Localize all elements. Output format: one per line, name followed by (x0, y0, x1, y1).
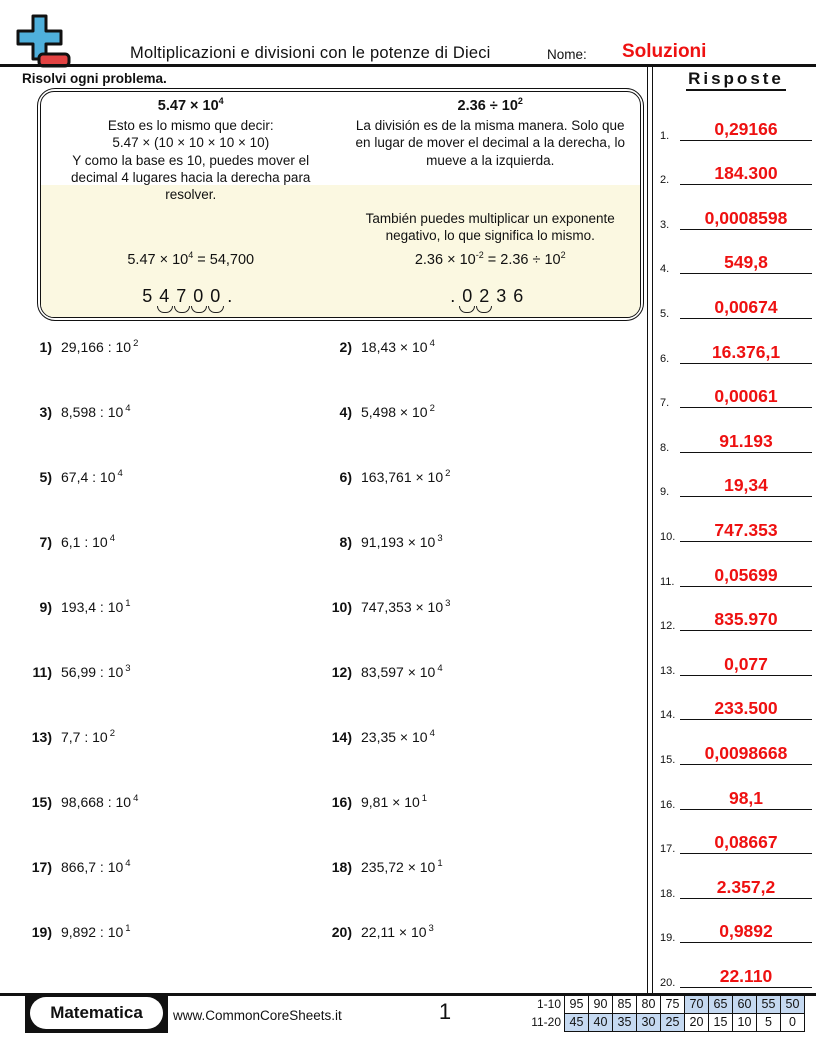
problem-exponent: 1 (125, 598, 131, 610)
answer-number: 16. (660, 798, 676, 811)
example-right-digits: .0236 (341, 285, 641, 308)
answer-value: 835.970 (714, 609, 778, 630)
example-left-digits: 54700. (41, 285, 341, 308)
name-value: Soluzioni (622, 41, 707, 62)
problem-exponent: 4 (429, 728, 435, 740)
answer-number: 19. (660, 932, 676, 945)
score-cell: 20 (684, 1013, 709, 1032)
answer-underline (680, 987, 812, 988)
problem-item (20, 463, 320, 528)
score-cell: 30 (636, 1013, 661, 1032)
answer-item (656, 278, 816, 323)
example-left-paragraph (41, 117, 341, 203)
problem-expression: 7,7 : 10 $^2$ (61, 728, 115, 745)
answer-underline (680, 541, 812, 542)
answer-item (656, 368, 816, 413)
answers-heading: Risposte (656, 69, 816, 89)
answer-number: 14. (660, 709, 676, 722)
problem-exponent: 2 (133, 338, 139, 350)
problem-exponent: 1 (437, 858, 443, 870)
answer-value: 91.193 (719, 430, 773, 451)
score-cell: 5 (756, 1013, 781, 1032)
name-label: Nome: (547, 47, 587, 62)
answer-value: 0,0008598 (704, 207, 788, 228)
problem-exponent: 2 (109, 728, 115, 740)
answer-number: 18. (660, 887, 676, 900)
problem-expression: 6,1 : 10 $^4$ (61, 533, 115, 550)
answer-value: 16.376,1 (711, 341, 781, 362)
score-table (528, 995, 805, 1032)
score-cell: 0 (780, 1013, 805, 1032)
score-cell: 70 (684, 995, 709, 1014)
answer-number: 7. (660, 397, 670, 410)
problem-item (20, 528, 320, 593)
answer-number: 15. (660, 753, 676, 766)
answer-number: 4. (660, 263, 670, 276)
score-row-label: 11-20 (531, 1015, 561, 1029)
page-title: Moltiplicazioni e divisioni con le potenze di Dieci (130, 44, 491, 62)
problem-number: 10) (331, 599, 352, 615)
problem-item (20, 593, 320, 658)
problem-number: 13) (31, 729, 52, 745)
problem-exponent: 4 (109, 533, 115, 545)
answer-number: 13. (660, 664, 676, 677)
answer-underline (680, 452, 812, 453)
problem-exponent: 4 (125, 858, 131, 870)
score-cell: 75 (660, 995, 685, 1014)
problem-expression: 9,892 : 10 $^1$ (61, 923, 131, 940)
problem-number: 19) (31, 924, 52, 940)
score-cell: 80 (636, 995, 661, 1014)
problem-expression: 83,597 × 10 $^4$ (361, 663, 443, 680)
answer-underline (680, 140, 812, 141)
problem-item (320, 463, 644, 528)
answer-item (656, 234, 816, 279)
problem-number: 1) (39, 339, 52, 355)
problem-number: 4) (339, 404, 352, 420)
answer-item (656, 501, 816, 546)
decimal-move-arcs (459, 306, 493, 313)
answer-underline (680, 273, 812, 274)
problem-item (20, 723, 320, 788)
answer-underline (680, 407, 812, 408)
answer-value: 98,1 (728, 787, 764, 808)
answer-item (656, 814, 816, 859)
problem-exponent: 2 (445, 468, 451, 480)
example-left-line2: 5.47 × (10 × 10 × 10 × 10) (112, 135, 270, 151)
problem-expression: 29,166 : 10 $^2$ (61, 338, 139, 355)
score-row-label: 1-10 (536, 997, 561, 1011)
answer-underline (680, 853, 812, 854)
example-left-line1: Esto es lo mismo que decir: (107, 118, 274, 133)
answer-value: 0,00674 (714, 296, 778, 317)
problem-expression: 235,72 × 10 $^1$ (361, 858, 443, 875)
answer-value: 2.357,2 (716, 876, 776, 897)
answer-underline (680, 586, 812, 587)
answer-underline (680, 496, 812, 497)
answer-underline (680, 184, 812, 185)
answer-value: 22.110 (719, 965, 773, 986)
answer-number: 17. (660, 843, 676, 856)
problem-item (20, 788, 320, 853)
answers-divider (647, 64, 653, 993)
problem-expression: 8,598 : 10 $^4$ (61, 403, 131, 420)
example-box-inner (40, 91, 641, 318)
problem-item (320, 593, 644, 658)
answer-item (656, 412, 816, 457)
instruction-text: Risolvi ogni problema. (22, 71, 167, 86)
score-cell: 15 (708, 1013, 733, 1032)
problem-number: 20) (331, 924, 352, 940)
problem-exponent: 4 (429, 338, 435, 350)
header-divider (0, 64, 816, 67)
score-cell: 40 (588, 1013, 613, 1032)
problem-number: 16) (331, 794, 352, 810)
answer-value: 0,0098668 (704, 742, 788, 763)
problem-expression: 22,11 × 10 $^3$ (361, 923, 434, 940)
example-left-heading: $5.47 \times 10^4$ (157, 96, 224, 114)
problem-item (320, 658, 644, 723)
score-cell: 35 (612, 1013, 637, 1032)
problem-item (20, 918, 320, 983)
answer-underline (680, 675, 812, 676)
problem-number: 3) (39, 404, 52, 420)
answer-number: 11. (660, 575, 675, 588)
problem-number: 12) (331, 664, 352, 680)
problem-number: 9) (39, 599, 52, 615)
score-cell: 60 (732, 995, 757, 1014)
problem-number: 15) (31, 794, 52, 810)
problem-exponent: 3 (445, 598, 451, 610)
score-row (528, 995, 805, 1014)
problem-item (20, 398, 320, 463)
answer-number: 5. (660, 307, 670, 320)
problem-item (20, 853, 320, 918)
problem-number: 17) (31, 859, 52, 875)
problem-number: 18) (331, 859, 352, 875)
score-cell: 10 (732, 1013, 757, 1032)
problem-expression: 23,35 × 10 $^4$ (361, 728, 435, 745)
answer-underline (680, 318, 812, 319)
score-cell: 85 (612, 995, 637, 1014)
problem-expression: 67,4 : 10 $^4$ (61, 468, 123, 485)
answer-value: 184.300 (714, 163, 778, 184)
problem-expression: 18,43 × 10 $^4$ (361, 338, 435, 355)
problem-expression: 163,761 × 10 $^2$ (361, 468, 451, 485)
problem-item (320, 788, 644, 853)
answer-item (656, 903, 816, 948)
answer-value: 0,05699 (714, 564, 778, 585)
answer-underline (680, 229, 812, 230)
problem-exponent: 1 (421, 793, 428, 805)
score-cell: 90 (588, 995, 613, 1014)
problem-item (20, 333, 320, 398)
problems-grid (20, 333, 644, 983)
answer-underline (680, 630, 812, 631)
score-cell: 25 (660, 1013, 685, 1032)
answer-item (656, 769, 816, 814)
score-cell: 55 (756, 995, 781, 1014)
answer-item (656, 457, 816, 502)
problem-exponent: 4 (133, 793, 139, 805)
answer-item (656, 635, 816, 680)
answer-number: 6. (660, 352, 670, 365)
problem-number: 7) (39, 534, 52, 550)
example-right-paragraph: La división es de la misma manera. Solo que en lugar de mover el decimal a la derecha, lo mueve a la izquierda. (355, 118, 625, 168)
score-cell: 50 (780, 995, 805, 1014)
answer-value: 747.353 (714, 519, 778, 540)
problem-expression: 91,193 × 10 $^3$ (361, 533, 443, 550)
problem-item (320, 918, 644, 983)
answer-value: 0,29166 (714, 118, 778, 139)
problem-item (320, 398, 644, 463)
problem-exponent: 4 (437, 663, 443, 675)
brand-logo: Matematica (30, 997, 163, 1029)
answer-item (656, 145, 816, 190)
answer-value: 0,00061 (714, 386, 778, 407)
answer-item (656, 680, 816, 725)
answer-number: 9. (660, 486, 670, 499)
answer-value: 233.500 (714, 698, 778, 719)
problem-expression: 98,668 : 10 $^4$ (61, 793, 139, 810)
answer-number: 8. (660, 441, 670, 454)
answer-number: 3. (660, 218, 670, 231)
problem-exponent: 3 (437, 533, 443, 545)
answer-number: 12. (660, 620, 676, 633)
problem-item (320, 853, 644, 918)
answer-item (656, 100, 816, 145)
answer-item (656, 724, 816, 769)
answer-value: 0,077 (724, 653, 768, 674)
website-text: www.CommonCoreSheets.it (173, 1008, 342, 1023)
problem-item (320, 528, 644, 593)
example-right-heading: $2.36 \div 10^2$ (457, 96, 523, 114)
answer-item (656, 858, 816, 903)
problem-number: 6) (339, 469, 352, 485)
problem-exponent: 2 (429, 403, 435, 415)
answer-value: 549,8 (724, 252, 768, 273)
score-row (528, 1013, 805, 1032)
answer-item (656, 323, 816, 368)
problem-item (320, 723, 644, 788)
answer-number: 2. (660, 174, 670, 187)
problem-item (20, 658, 320, 723)
example-box (37, 88, 644, 321)
problem-number: 11) (32, 664, 52, 680)
example-right-note: También puedes multiplicar un exponente negativo, lo que significa lo mismo. (365, 211, 615, 244)
problem-expression: 193,4 : 10 $^1$ (61, 598, 131, 615)
problem-expression: 747,353 × 10 $^3$ (361, 598, 451, 615)
answer-number: 20. (660, 976, 676, 989)
brand-block (25, 993, 168, 1033)
example-left-line3: Y como la base es 10, puedes mover el decimal 4 lugares hacia la derecha para resolver. (71, 152, 311, 203)
answers-column (656, 69, 816, 989)
score-cell: 65 (708, 995, 733, 1014)
answer-value: 19,34 (724, 475, 768, 496)
answer-item (656, 189, 816, 234)
example-right-equation: $2.36 \times 10^{-2} = 2.36 \div 10^2$ (414, 250, 566, 268)
answer-number: 1. (660, 129, 670, 142)
decimal-move-arcs (157, 306, 225, 313)
problem-expression: 5,498 × 10 $^2$ (361, 403, 435, 420)
answer-item (656, 591, 816, 636)
page-number: 1 (438, 999, 452, 1024)
problem-number: 5) (39, 469, 52, 485)
problem-expression: 9,81 × 10 $^1$ (361, 793, 428, 810)
problem-exponent: 3 (428, 923, 434, 935)
problem-exponent: 3 (125, 663, 131, 675)
problem-exponent: 4 (125, 403, 131, 415)
problem-item (320, 333, 644, 398)
answer-underline (680, 942, 812, 943)
problem-number: 2) (339, 339, 352, 355)
plus-minus-logo-icon (12, 13, 74, 71)
answer-underline (680, 363, 812, 364)
problem-expression: 866,7 : 10 $^4$ (61, 858, 131, 875)
answer-underline (680, 764, 812, 765)
answer-underline (680, 719, 812, 720)
answer-item (656, 546, 816, 591)
answer-underline (680, 898, 812, 899)
score-cell: 95 (564, 995, 589, 1014)
answer-underline (680, 809, 812, 810)
problem-number: 8) (339, 534, 352, 550)
answer-number: 10. (660, 530, 676, 543)
score-cell: 45 (564, 1013, 589, 1032)
answer-value: 0,9892 (719, 921, 773, 942)
problem-number: 14) (331, 729, 352, 745)
answer-list (656, 100, 816, 992)
answer-value: 0,08667 (714, 832, 778, 853)
problem-exponent: 4 (117, 468, 123, 480)
problem-exponent: 1 (125, 923, 131, 935)
problem-expression: 56,99 : 10 $^3$ (61, 663, 131, 680)
example-left-equation: $5.47 \times 10^4 = 54,700$ (127, 250, 255, 268)
answer-item (656, 947, 816, 992)
